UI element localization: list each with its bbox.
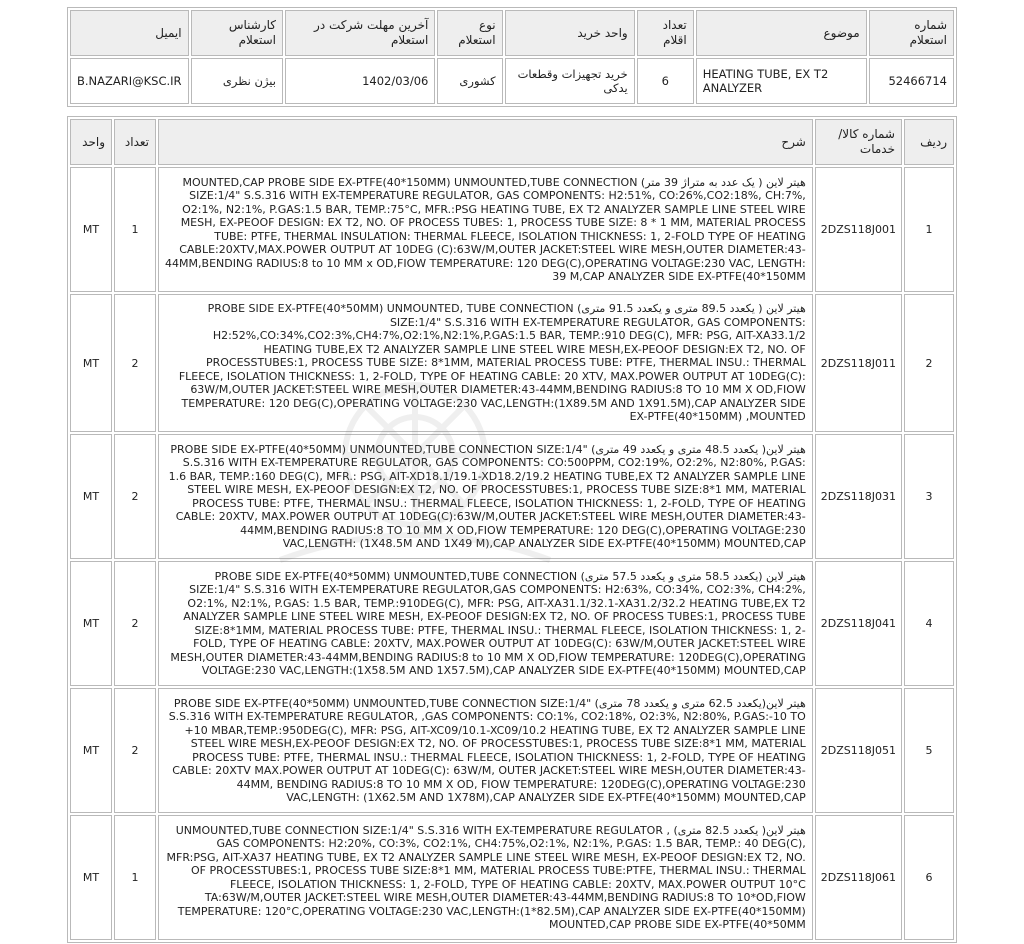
header-deadline: آخرین مهلت شرکت در استعلام bbox=[285, 10, 435, 56]
expert-email[interactable]: B.NAZARI@KSC.IR bbox=[70, 58, 189, 104]
expert-name: بیژن نظری bbox=[191, 58, 283, 104]
item-code: 2DZS118J041 bbox=[815, 561, 902, 686]
item-description: هیتر لاین( یکعدد 82.5 متری) , UNMOUNTED,TUBE CONNECTION SIZE:1/4" S.S.316 WITH EX-TEMPERATURE REGULATOR GAS COMPONENTS: H2:20%, CO:3%, CO2:1%, CH4:75%,O2:1%, N2:1%, P.GAS: 1.5 BAR, TEMP.: 40 DEG(C), MFR:PSG, AIT-XA37 HEATING TUBE, EX T2 ANALYZER SAMPLE LINE STEEL WIRE MESH, EX-PEOOF DESIGN:EX T2, NO. OF PROCESSTUBES:1, PROCESS TUBE SIZE:8*1 MM, MATERIAL PROCESS TUBE:PTFE, THERMAL INSU.: THERMAL FLEECE, ISOLATION THICKNESS: 1, 2-FOLD, TYPE OF HEATING CABLE: 20XTV, MAX.POWER OUTPUT 10°C TA:63W/M,OUTER JACKET:STEEL WIRE MESH,OUTER DIAMETER:43-44MM,BENDING RADIUS:8 TO 10*OD,FIOW TEMPERATURE: 120°C,OPERATING VOLTAGE:230 VAC,LENGTH:(1*82.5M),CAP ANALYZER SIDE EX-PTFE(40*150MM) MOUNTED,CAP PROBE SIDE EX-PTFE(40*50MM bbox=[158, 815, 813, 940]
header-purchase-unit: واحد خرید bbox=[505, 10, 635, 56]
item-description: هیتر لاین ( یک عدد به متراژ 39 متر) MOUNTED,CAP PROBE SIDE EX-PTFE(40*150MM) UNMOUNTED,TUBE CONNECTION SIZE:1/4" S.S.316 WITH EX-TEMPERATURE REGULATOR, GAS COMPONENTS: H2:51%, CO:26%,CO2:18%, CH:7%, O2:1%, N2:1%, P.GAS:1.5 BAR, TEMP.:75°C, MFR.:PSG HEATING TUBE, EX T2 ANALYZER SAMPLE LINE STEEL WIRE MESH, EX-PEOOF DESIGN: EX T2, NO. OF PROCESS TUBES: 1, PROCESS TUBE SIZE: 8 * 1 MM, MATERIAL PROCESS TUBE: PTFE, THERMAL INSULATION: THERMAL FLEECE, ISOLATION THICKNESS: 1, 2-FOLD TYPE OF HEATING CABLE:20XTV,MAX.POWER OUTPUT AT 10DEG (C):63W/M,OUTER JACKET:STEEL WIRE MESH,OUTER DIAMETER:43-44MM,BENDING RADIUS:8 to 10 MM x OD,FIOW TEMPERATURE: 120 DEG(C),OPERATING VOLTAGE:230 VAC, LENGTH: 39 M,CAP ANALYZER SIDE EX-PTFE(40*150MM bbox=[158, 167, 813, 292]
header-email: ایمیل bbox=[70, 10, 189, 56]
table-row bbox=[70, 294, 954, 432]
header-item-code: شماره کالا/خدمات bbox=[815, 119, 902, 165]
item-unit: MT bbox=[70, 434, 112, 559]
table-row bbox=[70, 434, 954, 559]
item-code: 2DZS118J001 bbox=[815, 167, 902, 292]
item-code: 2DZS118J011 bbox=[815, 294, 902, 432]
item-description: هیتر لاین (یکعدد 58.5 متری و یکعدد 57.5 متری) PROBE SIDE EX-PTFE(40*50MM) UNMOUNTED,TUBE CONNECTION SIZE:1/4" S.S.316 WITH EX-TEMPERATURE REGULATOR,GAS COMPONENTS: H2:63%, CO:34%, CO2:3%, CH4:2%, O2:1%, N2:1%, P.GAS: 1.5 BAR, TEMP.:910DEG(C), MFR: PSG, AIT-XA31.1/32.1-XA31.2/32.2 HEATING TUBE,EX T2 ANALYZER SAMPLE LINE STEEL WIRE MESH, EX-PEOOF DESIGN:EX T2, NO. OF PROCESS TUBES:1, PROCESS TUBE SIZE:8*1MM, MATERIAL PROCESS TUBE: PTFE, THERMAL INSU.: THERMAL FLEECE, ISOLATION THICKNESS: 1, 2-FOLD, TYPE OF HEATING CABLE: 20XTV, MAX.POWER OUTPUT AT 10DEG(C): 63W/M,OUTER JACKET:STEEL WIRE MESH,OUTER DIAMETER:43-44MM,BENDING RADIUS:8 to 10 MM X OD,FIOW TEMPERATURE: 120DEG(C),OPERATING VOLTAGE:230 VAC,LENGTH:(1X58.5M AND 1X57.5M),CAP ANALYZER SIDE EX-PTFE(40*150MM) MOUNTED,CAP bbox=[158, 561, 813, 686]
table-row bbox=[70, 815, 954, 940]
item-quantity: 1 bbox=[114, 167, 156, 292]
item-unit: MT bbox=[70, 294, 112, 432]
inquiry-subject: HEATING TUBE, EX T2 ANALYZER bbox=[696, 58, 867, 104]
deadline-date: 1402/03/06 bbox=[285, 58, 435, 104]
header-item-count: تعداد اقلام bbox=[637, 10, 694, 56]
row-number: 2 bbox=[904, 294, 954, 432]
row-number: 6 bbox=[904, 815, 954, 940]
row-number: 4 bbox=[904, 561, 954, 686]
header-unit: واحد bbox=[70, 119, 112, 165]
inquiry-number: 52466714 bbox=[869, 58, 954, 104]
header-inquiry-number: شماره استعلام bbox=[869, 10, 954, 56]
item-code: 2DZS118J051 bbox=[815, 688, 902, 813]
item-quantity: 2 bbox=[114, 294, 156, 432]
item-code: 2DZS118J031 bbox=[815, 434, 902, 559]
item-unit: MT bbox=[70, 688, 112, 813]
item-quantity: 2 bbox=[114, 688, 156, 813]
item-quantity: 1 bbox=[114, 815, 156, 940]
row-number: 1 bbox=[904, 167, 954, 292]
purchase-unit: خرید تجهیزات وقطعات یدکی bbox=[505, 58, 635, 104]
item-quantity: 2 bbox=[114, 561, 156, 686]
header-quantity: تعداد bbox=[114, 119, 156, 165]
inquiry-summary-table bbox=[67, 7, 957, 107]
header-subject: موضوع bbox=[696, 10, 867, 56]
header-inquiry-type: نوع استعلام bbox=[437, 10, 502, 56]
header-description: شرح bbox=[158, 119, 813, 165]
item-quantity: 2 bbox=[114, 434, 156, 559]
item-unit: MT bbox=[70, 815, 112, 940]
items-table bbox=[67, 116, 957, 943]
item-unit: MT bbox=[70, 561, 112, 686]
item-unit: MT bbox=[70, 167, 112, 292]
summary-value-row bbox=[70, 58, 954, 104]
row-number: 3 bbox=[904, 434, 954, 559]
item-count: 6 bbox=[637, 58, 694, 104]
table-row bbox=[70, 688, 954, 813]
items-header-row bbox=[70, 119, 954, 165]
summary-header-row bbox=[70, 10, 954, 56]
item-code: 2DZS118J061 bbox=[815, 815, 902, 940]
inquiry-type: کشوری bbox=[437, 58, 502, 104]
item-description: هیتر لاین ( یکعدد 89.5 متری و یکعدد 91.5 متری) PROBE SIDE EX-PTFE(40*50MM) UNMOUNTED, TUBE CONNECTION SIZE:1/4" S.S.316 WITH EX-TEMPERATURE REGULATOR, GAS COMPONENTS: H2:52%,CO:34%,CO2:3%,CH4:7%,O2:1%,N2:1%,P.GAS:1.5 BAR, TEMP.:910 DEG(C), MFR: PSG, AIT-XA33.1/2 HEATING TUBE,EX T2 ANALYZER SAMPLE LINE STEEL WIRE MESH,EX-PEOOF DESIGN:EX T2, NO. OF PROCESSTUBES:1, PROCESS TUBE SIZE: 8*1MM, MATERIAL PROCESS TUBE: PTFE, THERMAL INSU.: THERMAL FLEECE, ISOLATION THICKNESS: 1, 2-FOLD, TYPE OF HEATING CABLE: 20 XTV, MAX.POWER OUTPUT AT 10DEG(C): 63W/M,OUTER JACKET:STEEL WIRE MESH,OUTER DIAMETER:43-44MM,BENDING RADIUS:8 TO 10 MM X OD,FIOW TEMPERATURE: 120 DEG(C),OPERATING VOLTAGE:230 VAC,LENGTH:(1X89.5M AND 1X91.5M),CAP ANALYZER SIDE EX-PTFE(40*150MM) ,MOUNTED bbox=[158, 294, 813, 432]
header-row-number: ردیف bbox=[904, 119, 954, 165]
item-description: هیتر لاین( یکعدد 48.5 متری و یکعدد 49 متری) PROBE SIDE EX-PTFE(40*50MM) UNMOUNTED,TUBE CONNECTION SIZE:1/4" S.S.316 WITH EX-TEMPERATURE REGULATOR, GAS COMPONENTS: CO:500PPM, CO2:19%, O2:2%, N2:80%, P.GAS: 1.6 BAR, TEMP.:160 DEG(C), MFR.: PSG, AIT-XD18.1/19.1-XD18.2/19.2 HEATING TUBE,EX T2 ANALYZER SAMPLE LINE STEEL WIRE MESH, EX-PEOOF DESIGN:EX T2, NO. OF PROCESSTUBES:1, PROCESS TUBE SIZE:8*1 MM, MATERIAL PROCESS TUBE: PTFE, THERMAL INSU.: THERMAL FLEECE, ISOLATION THICKNESS: 1, 2-FOLD, TYPE OF HEATING CABLE: 20XTV, MAX.POWER OUTPUT AT 10DEG(C):63W/M,OUTER JACKET:STEEL WIRE MESH,OUTER DIAMETER:43-44MM,BENDING RADIUS:8 TO 10 MM X OD,FIOW TEMPERATURE: 120 DEG(C),OPERATING VOLTAGE:230 VAC,LENGTH: (1X48.5M AND 1X49 M),CAP ANALYZER SIDE EX-PTFE(40*150MM) MOUNTED,CAP bbox=[158, 434, 813, 559]
row-number: 5 bbox=[904, 688, 954, 813]
header-expert: کارشناس استعلام bbox=[191, 10, 283, 56]
item-description: هیتر لاین(یکعدد 62.5 متری و یکعدد 78 متری) PROBE SIDE EX-PTFE(40*50MM) UNMOUNTED,TUBE CONNECTION SIZE:1/4" S.S.316 WITH EX-TEMPERATURE REGULATOR, ,GAS COMPONENTS: CO:1%, CO2:18%, O2:3%, N2:80%, P.GAS:-10 TO +10 MBAR,TEMP.:950DEG(C), MFR: PSG, AIT-XC09/10.1-XC09/10.2 HEATING TUBE, EX T2 ANALYZER SAMPLE LINE STEEL WIRE MESH,EX-PEOOF DESIGN:EX T2, NO. OF PROCESSTUBES:1, PROCESS TUBE SIZE:8*1 MM, MATERIAL PROCESS TUBE: PTFE, THERMAL INSU.: THERMAL FLEECE, ISOLATION THICKNESS: 1, 2-FOLD, TYPE OF HEATING CABLE: 20XTV MAX.POWER OUTPUT AT 10DEG(C): 63W/M, OUTER JACKET:STEEL WIRE MESH,OUTER DIAMETER:43-44MM, BENDING RADIUS:8 TO 10 MM X OD, FIOW TEMPERATURE: 120DEG(C),OPERATING VOLTAGE:230 VAC,LENGTH: (1X62.5M AND 1X78M),CAP ANALYZER SIDE EX-PTFE(40*150MM) MOUNTED,CAP bbox=[158, 688, 813, 813]
table-row bbox=[70, 167, 954, 292]
table-row bbox=[70, 561, 954, 686]
